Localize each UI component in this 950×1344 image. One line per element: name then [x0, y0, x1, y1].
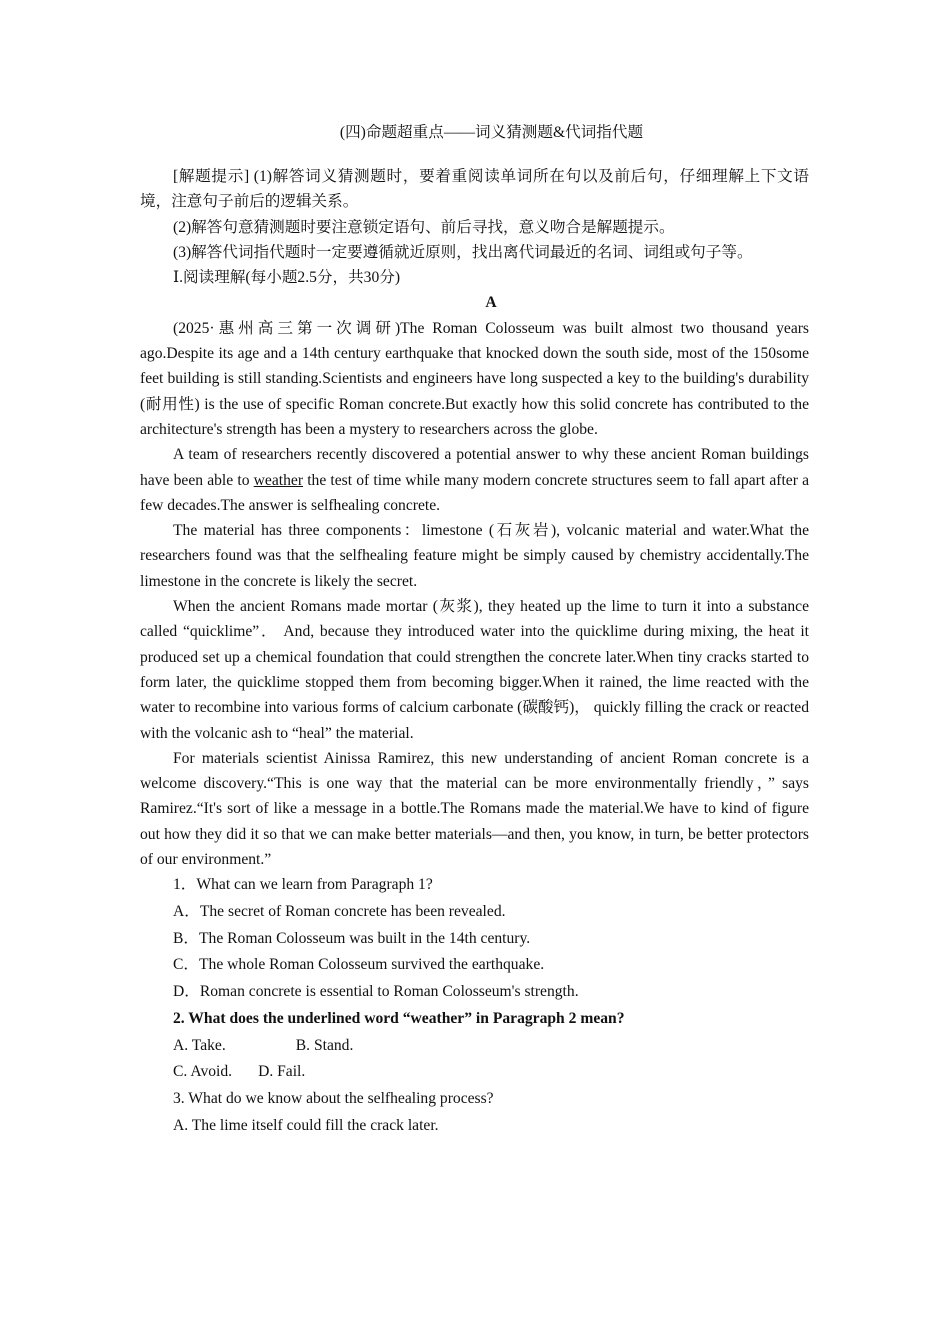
section-heading: Ⅰ.阅读理解(每小题2.5分，共30分) [173, 269, 401, 287]
question-2: 2. What does the underlined word “weather” in Paragraph 2 mean? [173, 1009, 625, 1027]
question-1-option-c: C．The whole Roman Colosseum survived the earthquake. [173, 956, 545, 974]
question-2-option-b: B. Stand. [295, 1036, 354, 1054]
question-1-option-d: D．Roman concrete is essential to Roman Colosseum's strength. [173, 983, 579, 1001]
hint-2: (2)解答句意猜测题时要注意锁定语句、前后寻找，意义吻合是解题提示。 [173, 218, 675, 236]
question-3-option-a: A. The lime itself could fill the crack later. [173, 1116, 439, 1134]
passage-paragraph-5: For materials scientist Ainissa Ramirez, this new understanding of ancient Roman concrete is a welcome discovery.“This is one way that the material can be more environmentally friendly，” says Ramirez.“It's sort of like a message in a bottle.The Romans made the material.We have to kind of figure out how they did it so that we can make better materials—and then, you know, in turn, be better protectors of our environment.” [140, 749, 809, 869]
hint-3: (3)解答代词指代题时一定要遵循就近原则，找出离代词最近的名词、词组或句子等。 [173, 243, 753, 261]
document-page [140, 120, 809, 1139]
passage-paragraph-1: (2025·惠州高三第一次调研)The Roman Colosseum was built almost two thousand years ago.Despite its age and a 14th century earthquake that knocked down the south side, most of the 150some feet building is still standing.Scientists and engineers have long suspected a key to the building's durability (耐用性) is the use of specific Roman concrete.But exactly how this solid concrete has contributed to the architecture's strength has been a mystery to researchers across the globe. [140, 319, 809, 438]
question-2-option-a: A. Take. [173, 1036, 226, 1054]
paragraph-2-after: the test of time while many modern concrete structures seem to fall apart after a few decades.The answer is selfhealing concrete. [140, 471, 809, 514]
question-2-option-c: C. Avoid. [173, 1063, 233, 1081]
question-2-option-d: D. Fail. [258, 1063, 306, 1081]
question-1-option-a: A．The secret of Roman concrete has been revealed. [173, 903, 506, 921]
passage-paragraph-4: When the ancient Romans made mortar (灰浆), they heated up the lime to turn it into a substance called “quicklime”． And, because they introduced water into the quicklime during mixing, the heat it produced set up a chemical foundation that could strengthen the concrete later.When tiny cracks started to form later, the quicklime stopped them from becoming bigger.When it rained, the lime reacted with the water to recombine into various forms of calcium carbonate (碳酸钙)， quickly filling the crack or reacted with the volcanic ash to “heal” the material. [140, 598, 809, 742]
question-2-options-row-2 [140, 1059, 809, 1086]
paragraph-2-before: A team of researchers recently discovered a potential answer to why these ancient Roman buildings have been able to [140, 446, 809, 489]
passage-paragraph-3: The material has three components：limestone (石灰岩), volcanic material and water.What the researchers found was that the selfhealing feature might be simply caused by chemistry accidentally.The limestone in the concrete is likely the secret. [140, 522, 809, 590]
passage-label: A [485, 294, 497, 312]
document-title: (四)命题超重点——词义猜测题&代词指代题 [339, 124, 644, 141]
question-1-option-b: B．The Roman Colosseum was built in the 14th century. [173, 929, 531, 947]
question-2-options-row-1 [140, 1033, 809, 1060]
hint-tag: [解题提示] [173, 168, 250, 185]
hint-1 [140, 164, 809, 215]
question-3: 3. What do we know about the selfhealing process? [173, 1089, 494, 1107]
hint-1-text: (1)解答词义猜测题时，要着重阅读单词所在句以及前后句，仔细理解上下文语境，注意句子前后的逻辑关系。 [140, 168, 810, 211]
underlined-word: weather [253, 471, 304, 489]
passage-paragraph-2 [140, 442, 809, 518]
question-1: 1．What can we learn from Paragraph 1? [173, 876, 433, 894]
